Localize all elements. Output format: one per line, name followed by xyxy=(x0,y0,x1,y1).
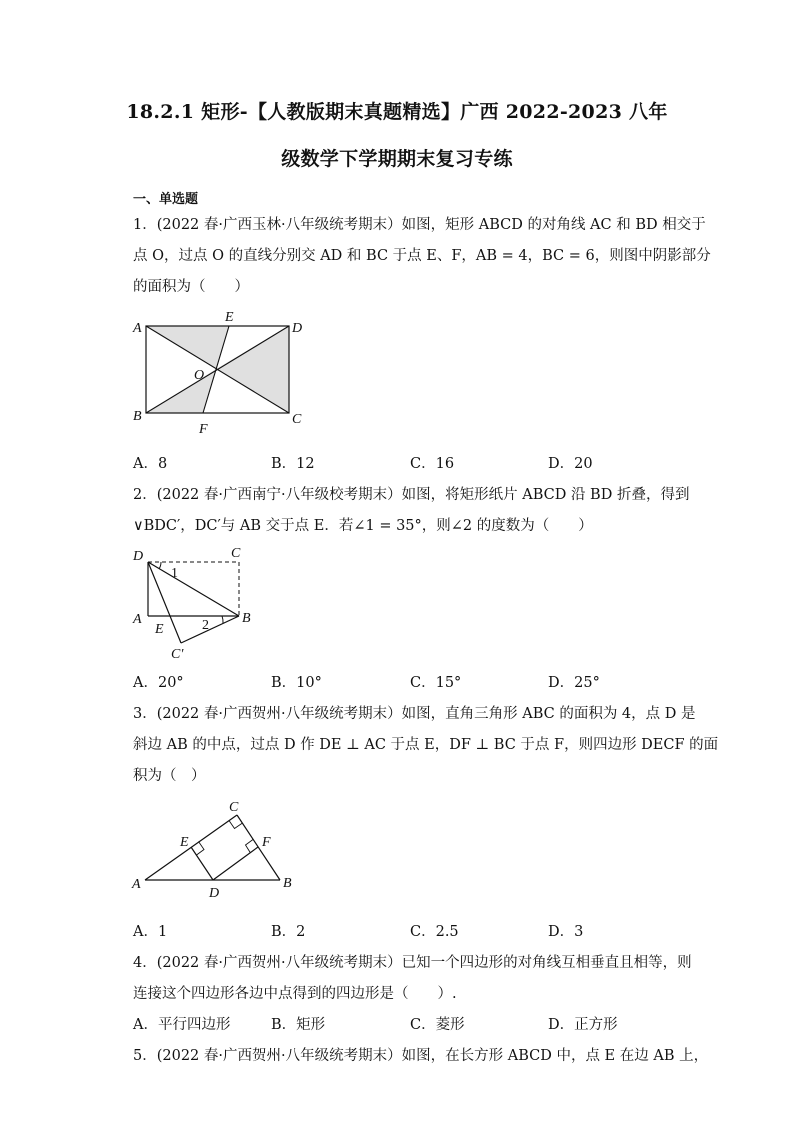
q2-label-angle-1: 1 xyxy=(171,566,178,581)
q3-figure xyxy=(125,795,305,905)
q2-label-c: C xyxy=(231,546,241,561)
q1-option-b[interactable]: B．12 xyxy=(271,456,315,472)
q2-text-line-1: 2．(2022 春·广西南宁·八年级校考期末）如图，将矩形纸片 ABCD 沿 BD 折叠，得到 xyxy=(133,487,690,503)
q3-label-a: A xyxy=(132,877,141,892)
q3-option-c[interactable]: C．2.5 xyxy=(410,924,459,940)
q3-right-angle-c xyxy=(229,821,243,829)
q4-text-line-2: 连接这个四边形各边中点得到的四边形是（ ）. xyxy=(133,986,457,1002)
q3-text-line-2: 斜边 AB 的中点，过点 D 作 DE ⊥ AC 于点 E，DF ⊥ BC 于点 F，则四边形 DECF 的面 xyxy=(133,737,719,753)
q3-text-line-3: 积为（ ） xyxy=(133,768,206,784)
q1-label-o: O xyxy=(194,368,205,383)
q4-text-line-1: 4．(2022 春·广西贺州·八年级统考期末）已知一个四边形的对角线互相垂直且相等，则 xyxy=(133,955,692,971)
q2-label-a: A xyxy=(133,612,142,627)
q1-text-line-1: 1．(2022 春·广西玉林·八年级统考期末）如图，矩形 ABCD 的对角线 AC 和 BD 相交于 xyxy=(133,217,706,233)
q3-segment-df xyxy=(213,847,258,880)
q1-label-a: A xyxy=(133,321,142,336)
q3-option-b[interactable]: B．2 xyxy=(271,924,306,940)
q2-angle-1-arc xyxy=(159,562,161,569)
q2-figure xyxy=(125,540,275,665)
q4-option-b[interactable]: B．矩形 xyxy=(271,1017,326,1033)
q2-label-d: D xyxy=(133,549,144,564)
q2-text-line-2: ∨BDC′，DC′与 AB 交于点 E．若∠1 = 35°，则∠2 的度数为（ ） xyxy=(133,518,593,534)
q3-text-line-1: 3．(2022 春·广西贺州·八年级统考期末）如图，直角三角形 ABC 的面积为 4，点 D 是 xyxy=(133,706,696,722)
q3-label-b: B xyxy=(283,876,292,891)
q3-option-d[interactable]: D．3 xyxy=(548,924,584,940)
q3-option-a[interactable]: A．1 xyxy=(133,924,168,940)
q1-shade-top xyxy=(146,326,229,369)
doc-title-line-2: 级数学下学期期末复习专练 xyxy=(281,148,513,170)
q1-label-e: E xyxy=(225,310,234,325)
q2-option-b[interactable]: B．10° xyxy=(271,675,322,691)
q2-label-b: B xyxy=(242,611,251,626)
q2-label-angle-2: 2 xyxy=(202,618,209,633)
q1-option-a[interactable]: A．8 xyxy=(133,456,168,472)
q1-label-f: F xyxy=(199,422,208,437)
q3-label-c: C xyxy=(229,800,239,815)
q2-label-c-prime: C′ xyxy=(171,647,184,662)
q1-label-d: D xyxy=(292,321,303,336)
q1-option-d[interactable]: D．20 xyxy=(548,456,593,472)
q2-option-a[interactable]: A．20° xyxy=(133,675,184,691)
q3-label-e: E xyxy=(180,835,189,850)
q3-label-d: D xyxy=(209,886,220,901)
q4-option-d[interactable]: D．正方形 xyxy=(548,1017,618,1033)
q1-figure xyxy=(125,305,325,440)
q2-option-c[interactable]: C．15° xyxy=(410,675,462,691)
q2-option-d[interactable]: D．25° xyxy=(548,675,600,691)
q4-option-a[interactable]: A．平行四边形 xyxy=(133,1017,231,1033)
q2-angle-2-arc xyxy=(222,616,223,623)
doc-title-line-1: 18.2.1 矩形-【人教版期末真题精选】广西 2022-2023 八年 xyxy=(126,101,668,123)
q2-label-e: E xyxy=(155,622,164,637)
q1-shade-right xyxy=(216,326,289,413)
q2-fold-bd xyxy=(148,562,239,616)
q1-text-line-2: 点 O，过点 O 的直线分别交 AD 和 BC 于点 E、F，AB = 4，BC = 6，则图中阴影部分 xyxy=(133,248,711,264)
section-heading: 一、单选题 xyxy=(133,192,199,207)
q3-label-f: F xyxy=(262,835,271,850)
q1-label-c: C xyxy=(292,412,302,427)
q3-side-cb xyxy=(237,815,280,880)
q1-option-c[interactable]: C．16 xyxy=(410,456,455,472)
q4-option-c[interactable]: C．菱形 xyxy=(410,1017,465,1033)
q5-text-line-1: 5．(2022 春·广西贺州·八年级统考期末）如图，在长方形 ABCD 中，点 E 在边 AB 上， xyxy=(133,1048,709,1064)
q1-label-b: B xyxy=(133,409,142,424)
q2-side-c-prime-b xyxy=(181,616,239,643)
q3-segment-de xyxy=(191,847,213,880)
q1-text-line-3: 的面积为（ ） xyxy=(133,279,249,295)
